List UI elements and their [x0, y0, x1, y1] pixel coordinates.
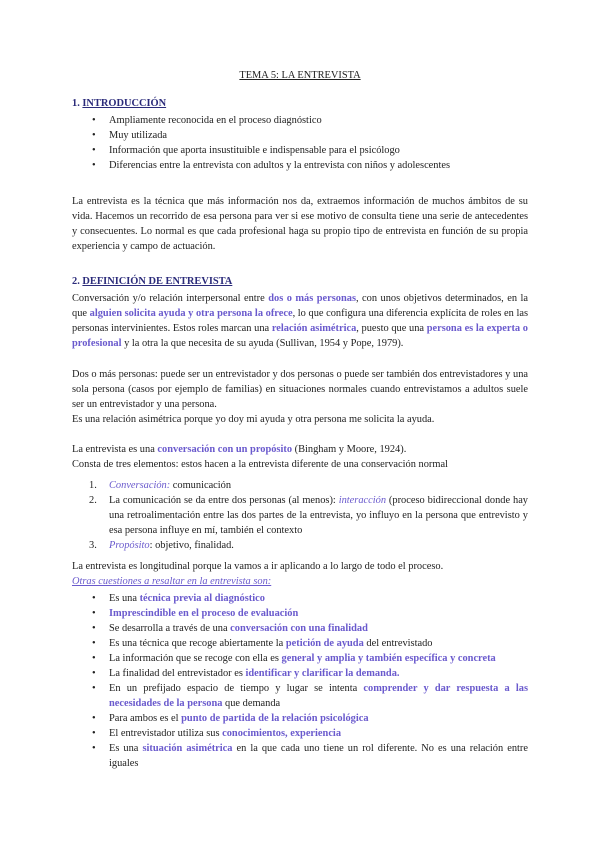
text-run: en la que cada uno tiene un rol diferente. No es una relación entre iguales	[109, 743, 528, 769]
highlight-text: identificar y clarificar la demanda.	[245, 668, 400, 679]
text-run: En un prefijado espacio de tiempo y lugar se intenta	[109, 683, 364, 694]
text-run: La finalidad del entrevistador es	[109, 668, 246, 679]
elements-numbered-list	[72, 478, 528, 553]
longitudinal-paragraph: La entrevista es longitudinal porque la vamos a ir aplicando a lo largo de todo el proceso.	[72, 561, 444, 572]
highlight-text: relación asimétrica	[271, 323, 357, 334]
list-item: • Muy utilizada	[109, 128, 528, 143]
elements-paragraph: Consta de tres elementos: estos hacen a la entrevista diferente de una conservación normal	[72, 459, 448, 470]
list-number: 1.	[89, 480, 97, 491]
highlight-text: Imprescindible en el proceso de evaluación	[109, 608, 299, 619]
list-item	[109, 711, 528, 726]
text-run: El entrevistador utiliza sus	[109, 728, 223, 739]
section-heading-definicion	[72, 274, 528, 289]
text-run: Es una	[109, 593, 140, 604]
highlight-text: situación asimétrica	[142, 743, 233, 754]
highlight-text: comprender y dar respuesta a las necesidades de la persona	[109, 683, 528, 709]
text-run: del entrevistado	[363, 638, 433, 649]
text-run: Es una técnica que recoge abiertamente la	[109, 638, 286, 649]
text-run: , lo que configura una diferencia explícita de roles en las personas intervinientes. Estos roles marcan una	[72, 308, 529, 334]
list-item	[109, 681, 528, 711]
text-run: comunicación	[170, 480, 232, 491]
highlight-text: conversación con una finalidad	[230, 623, 368, 634]
list-item	[109, 726, 528, 741]
highlight-text: dos o más personas	[268, 293, 356, 304]
text-run: (proceso bidireccional donde hay una retroalimentación entre las dos partes de la entrevista, yo influyo en la persona que entrevisto y esa persona influye en mí, también el contexto	[109, 495, 528, 536]
term-text: Propósito	[109, 540, 150, 551]
highlight-text: conversación con un propósito	[157, 444, 293, 455]
text-run: , puesto que una	[356, 323, 427, 334]
list-item	[109, 636, 528, 651]
persons-paragraph: Dos o más personas: puede ser un entrevistador y dos personas o puede ser también dos entrevistadores y una sola persona (casos por ejemplo de familias) en situaciones normales cuando entrevistamos a adultos suele ser un entrevistador y una persona.	[72, 369, 528, 410]
document-title: TEMA 5: LA ENTREVISTA	[239, 70, 361, 81]
highlight-text: petición de ayuda	[285, 638, 364, 649]
asymmetric-paragraph: Es una relación asimétrica porque yo doy mi ayuda y otra persona me solicita la ayuda.	[72, 414, 435, 425]
list-item	[109, 591, 528, 606]
text-run: y la otra la que necesita de su ayuda (Sullivan, 1954 y Pope, 1979).	[121, 338, 404, 349]
text-run: : objetivo, finalidad.	[149, 540, 234, 551]
list-item	[109, 741, 528, 771]
list-item	[109, 651, 528, 666]
term-text: interacción	[338, 495, 387, 506]
list-number: 3.	[89, 540, 97, 551]
list-item	[109, 666, 528, 681]
list-item: • Ampliamente reconocida en el proceso diagnóstico	[109, 113, 528, 128]
intro-bullet-list	[72, 113, 528, 173]
highlight-text: general y amplia y también específica y concreta	[281, 653, 496, 664]
text-run: Es una	[109, 743, 143, 754]
purpose-paragraph	[72, 442, 528, 457]
intro-paragraph: La entrevista es la técnica que más información nos da, extraemos información de muchos ámbitos de su vida. Hacemos un recorrido de esa persona para ver si ese motivo de consulta tiene una serie de antecedentes y consecuentes. Lo normal es que cada profesional haga su propio tipo de entrevista en función de su propia experiencia y campo de actuación.	[72, 196, 528, 252]
section-title: INTRODUCCIÓN	[82, 98, 167, 109]
subheading: Otras cuestiones a resaltar en la entrevista son:	[72, 576, 272, 587]
list-item	[109, 621, 528, 636]
text-run: Conversación y/o relación interpersonal entre	[72, 293, 269, 304]
text-run: , con unos objetivos determinados, en la que	[72, 293, 528, 319]
highlight-text: alguien solicita ayuda y otra persona la ofrece	[89, 308, 293, 319]
text-run: que demanda	[222, 698, 281, 709]
list-item	[89, 478, 528, 493]
list-item	[89, 493, 528, 538]
text-run: La comunicación se da entre dos personas (al menos):	[109, 495, 339, 506]
section-title: DEFINICIÓN DE ENTREVISTA	[82, 276, 233, 287]
issues-bullet-list	[72, 591, 528, 771]
section-number: 2.	[72, 276, 83, 287]
text-run: (Bingham y Moore, 1924).	[292, 444, 407, 455]
text-run: Para ambos es el	[109, 713, 182, 724]
highlight-text: técnica previa al diagnóstico	[139, 593, 265, 604]
document-page	[72, 68, 528, 771]
term-text: Conversación:	[109, 480, 171, 491]
list-item: • Información que aporta insustituible e indispensable para el psicólogo	[109, 143, 528, 158]
list-item	[109, 606, 528, 621]
text-run: La información que se recoge con ella es	[109, 653, 282, 664]
list-item: • Diferencias entre la entrevista con adultos y la entrevista con niños y adolescentes	[109, 158, 528, 173]
text-run: Se desarrolla a través de una	[109, 623, 231, 634]
list-number: 2.	[89, 495, 97, 506]
highlight-text: persona es la experta o profesional	[72, 323, 528, 349]
definition-paragraph	[72, 291, 528, 351]
section-number: 1.	[72, 98, 83, 109]
list-item	[89, 538, 528, 553]
section-heading-introduccion	[72, 96, 528, 111]
text-run: La entrevista es una	[72, 444, 158, 455]
highlight-text: punto de partida de la relación psicológica	[181, 713, 369, 724]
highlight-text: conocimientos, experiencia	[222, 728, 342, 739]
